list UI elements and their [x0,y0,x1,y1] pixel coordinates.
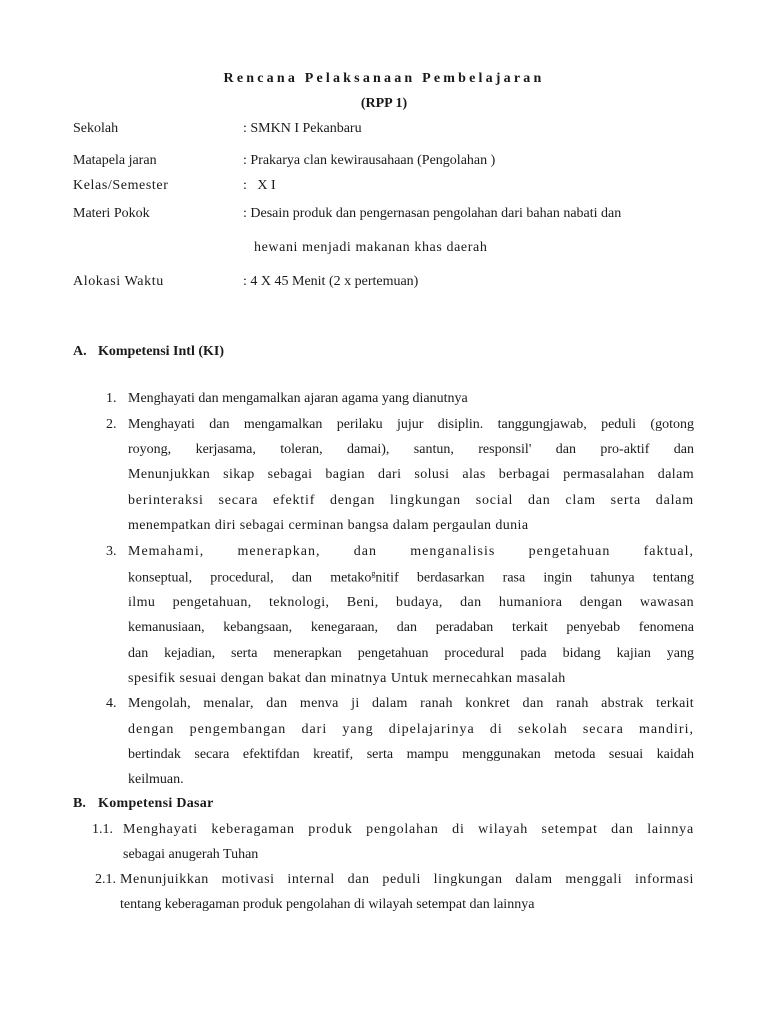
ki-item-4-line: bertindak secara efektifdan kreatif, serta mampu menggunakan metoda sesuai kaidah [128,747,694,762]
document-title: Rencana Pelaksanaan Pembelajaran [223,71,545,86]
kd-item-1-1-line: Menghayati keberagaman produk pengolahan di wilayah setempat dan lainnya [123,822,694,837]
section-b-heading [73,796,214,812]
section-a-marker: A. [73,344,87,359]
ki-item-3-line-2-sup: g [371,569,376,578]
ki-item-4-line: Mengolah, menalar, dan menva ji dalam ranah konkret dan ranah abstrak terkait [128,696,694,711]
section-a-heading [73,344,224,360]
ki-item-4-line: keilmuan. [128,772,184,787]
ki-item-2-line: berinteraksi secara efektif dengan lingkungan social dan clam serta dalam [128,493,694,508]
ki-item-2-line: Menghayati dan mengamalkan perilaku jujur disiplin. tanggungjawab, peduli (gotong [128,417,694,432]
kd-item-1-1-line: sebagai anugerah Tuhan [123,847,259,862]
ki-item-3-line-2-start: konseptual, procedural, dan metako [128,570,372,586]
info-value-materi-pokok-cont: hewani menjadi makanan khas daerah [254,240,488,255]
info-label-materi-pokok: Materi Pokok [73,206,150,221]
ki-item-1-line: Menghayati dan mengamalkan ajaran agama yang dianutnya [128,391,468,406]
ki-item-3-line: dan kejadian, serta menerapkan pengetahuan procedural pada bidang kajian yang [128,646,694,661]
ki-item-2-number: 2. [106,417,117,432]
ki-item-1-number: 1. [106,391,117,406]
kd-item-2-1-number: 2.1. [95,872,116,887]
info-value-kelas-semester: : X I [243,178,276,193]
ki-item-2-line: Menunjukkan sikap sebagai bagian dari solusi alas berbagai permasalahan dalam [128,467,694,482]
ki-item-3-line: spesifik sesuai dengan bakat dan minatnya Untuk mernecahkan masalah [128,671,566,686]
ki-item-3-line: kemanusiaan, kebangsaan, kenegaraan, dan peradaban terkait penyebab fenomena [128,620,694,635]
ki-item-3-line-2-rest: nitif berdasarkan rasa ingin tahunya tentang [375,570,694,586]
ki-item-4-number: 4. [106,696,117,711]
section-a-title: Kompetensi Intl (KI) [98,344,224,359]
kd-item-2-1-line: Menunjuikkan motivasi internal dan peduli lingkungan dalam menggali informasi [120,872,694,887]
ki-item-3-line: ilmu pengetahuan, teknologi, Beni, budaya, dan humaniora dengan wawasan [128,595,694,610]
info-label-alokasi-waktu: Alokasi Waktu [73,274,164,289]
section-b-marker: B. [73,796,86,811]
info-value-alokasi-waktu: : 4 X 45 Menit (2 x pertemuan) [243,274,419,289]
info-value-matapelajaran: : Prakarya clan kewirausahaan (Pengolahan ) [243,153,496,168]
info-value-materi-pokok: : Desain produk dan pengernasan pengolahan dari bahan nabati dan [243,206,622,221]
ki-item-2-line: menempatkan diri sebagai cerminan bangsa dalam pergaulan dunia [128,518,529,533]
info-label-matapelajaran: Matapela jaran [73,153,157,168]
ki-item-3-line-2 [128,569,694,587]
ki-item-3-number: 3. [106,544,117,559]
ki-item-4-line: dengan pengembangan dari yang dipelajarinya di sekolah secara mandiri, [128,722,694,737]
ki-item-3-line: Memahami, menerapkan, dan menganalisis pengetahuan faktual, [128,544,694,559]
section-b-title: Kompetensi Dasar [98,796,214,811]
info-label-kelas-semester: Kelas/Semester [73,178,169,193]
info-label-sekolah: Sekolah [73,121,119,136]
info-value-sekolah: : SMKN I Pekanbaru [243,121,362,136]
document-subtitle-text: (RPP 1) [360,96,408,111]
ki-item-2-line: royong, kerjasama, toleran, damai), santun, responsil' dan pro-aktif dan [128,442,694,457]
kd-item-1-1-number: 1.1. [92,822,113,837]
document-subtitle [0,96,768,112]
kd-item-2-1-line: tentang keberagaman produk pengolahan di wilayah setempat dan lainnya [120,897,535,912]
